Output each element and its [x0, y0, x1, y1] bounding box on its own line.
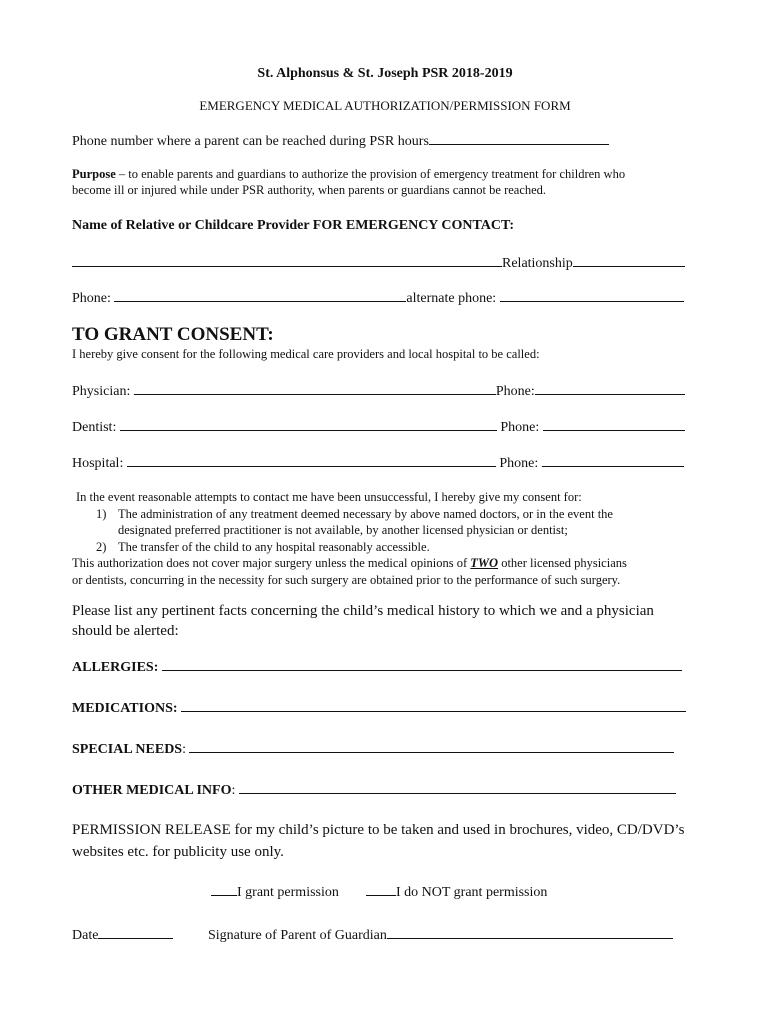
dentist-phone-label: Phone: — [496, 420, 543, 435]
contact-name-row — [72, 255, 685, 271]
physician-label: Physician: — [72, 384, 134, 399]
school-title: St. Alphonsus & St. Joseph PSR 2018-2019 — [257, 66, 513, 81]
hospital-label: Hospital: — [72, 456, 127, 471]
terms-item-1-line-2: designated preferred practitioner is not available, by another licensed physician or dentist; — [118, 523, 568, 537]
allergies-label: ALLERGIES: — [72, 660, 159, 675]
other-info-row — [72, 782, 676, 798]
signature-field[interactable] — [387, 927, 673, 939]
grant-permission-label: I grant permission — [237, 885, 339, 900]
allergies-row — [72, 659, 682, 675]
consent-heading: TO GRANT CONSENT: — [72, 324, 274, 345]
allergies-field[interactable] — [162, 659, 682, 671]
special-needs-field[interactable] — [189, 741, 674, 753]
medications-row — [72, 700, 686, 716]
medications-field[interactable] — [181, 700, 686, 712]
dentist-row — [72, 419, 685, 435]
form-title: EMERGENCY MEDICAL AUTHORIZATION/PERMISSION FORM — [199, 98, 571, 113]
signature-row — [208, 927, 673, 943]
physician-row — [72, 383, 685, 399]
grant-permission-blank[interactable] — [211, 884, 237, 896]
terms-item-1-cont — [72, 522, 712, 539]
relationship-field[interactable] — [573, 255, 685, 267]
history-line-1: Please list any pertinent facts concerning the child’s medical history to which we and a physician — [72, 603, 654, 619]
history-line-2: should be alerted: — [72, 623, 179, 639]
parent-phone-field[interactable] — [429, 133, 609, 145]
hospital-phone-field[interactable] — [542, 455, 684, 467]
consent-terms — [72, 489, 712, 588]
other-info-field[interactable] — [239, 782, 676, 794]
hospital-phone-label: Phone: — [495, 456, 542, 471]
contact-phone-label: Phone: — [72, 291, 115, 306]
signature-label: Signature of Parent of Guardian — [208, 928, 387, 943]
terms-item-1-number: 1) — [96, 506, 107, 521]
contact-phone-row — [72, 290, 684, 306]
contact-phone-field[interactable] — [114, 290, 406, 302]
relationship-label: Relationship — [502, 256, 573, 271]
purpose-label: Purpose — [72, 167, 116, 181]
terms-intro: In the event reasonable attempts to contact me have been unsuccessful, I hereby give my consent for: — [76, 490, 582, 504]
deny-permission-option[interactable] — [366, 884, 547, 900]
other-info-colon: : — [231, 783, 236, 798]
physician-phone-field[interactable] — [535, 383, 685, 395]
terms-item-1-line-1: The administration of any treatment deemed necessary by above named doctors, or in the event the — [118, 506, 613, 521]
hospital-row — [72, 455, 684, 471]
date-field[interactable] — [98, 927, 173, 939]
special-needs-label: SPECIAL NEEDS — [72, 742, 183, 757]
consent-intro: I hereby give consent for the following medical care providers and local hospital to be called: — [72, 347, 540, 361]
purpose-text-1: – to enable parents and guardians to authorize the provision of emergency treatment for children who — [115, 167, 626, 181]
terms-item-2-number: 2) — [96, 539, 107, 554]
other-info-label: OTHER MEDICAL INFO — [72, 783, 232, 798]
deny-permission-blank[interactable] — [366, 884, 396, 896]
parent-phone-row — [72, 133, 609, 149]
hospital-field[interactable] — [127, 455, 496, 467]
surgery-line-2: or dentists, concurring in the necessity for such surgery are obtained prior to the performance of such surgery. — [72, 572, 621, 587]
dentist-label: Dentist: — [72, 420, 120, 435]
release-line-2: websites etc. for publicity use only. — [72, 844, 284, 860]
physician-field[interactable] — [134, 383, 496, 395]
dentist-field[interactable] — [120, 419, 497, 431]
surgery-line-1 — [72, 555, 712, 572]
parent-phone-label: Phone number where a parent can be reached during PSR hours — [72, 134, 429, 149]
emergency-contact-heading: Name of Relative or Childcare Provider FOR EMERGENCY CONTACT: — [72, 218, 514, 233]
special-needs-row — [72, 741, 674, 757]
terms-item-2 — [72, 539, 712, 556]
medications-label: MEDICATIONS: — [72, 701, 178, 716]
deny-permission-label: I do NOT grant permission — [396, 885, 548, 900]
surgery-text-pre: This authorization does not cover major surgery unless the medical opinions of — [72, 556, 471, 570]
terms-item-2-line-1: The transfer of the child to any hospital reasonably accessible. — [118, 539, 430, 554]
surgery-text-post: other licensed physicians — [498, 556, 627, 570]
physician-phone-label: Phone: — [495, 384, 535, 399]
purpose-text-2: become ill or injured while under PSR authority, when parents or guardians cannot be reached. — [72, 183, 547, 197]
terms-intro-row — [72, 489, 712, 506]
terms-item-1 — [72, 506, 712, 523]
special-needs-colon: : — [182, 742, 186, 757]
grant-permission-option[interactable] — [211, 884, 339, 900]
release-line-1: PERMISSION RELEASE for my child’s picture to be taken and used in brochures, video, CD/DVD’s — [72, 822, 685, 838]
dentist-phone-field[interactable] — [543, 419, 685, 431]
date-label: Date — [72, 928, 99, 943]
purpose-line-1 — [72, 168, 625, 181]
surgery-two-emphasis: TWO — [470, 556, 499, 570]
contact-name-field[interactable] — [72, 255, 502, 267]
date-row — [72, 927, 173, 943]
alt-phone-field[interactable] — [500, 290, 684, 302]
alt-phone-label: alternate phone: — [406, 291, 500, 306]
